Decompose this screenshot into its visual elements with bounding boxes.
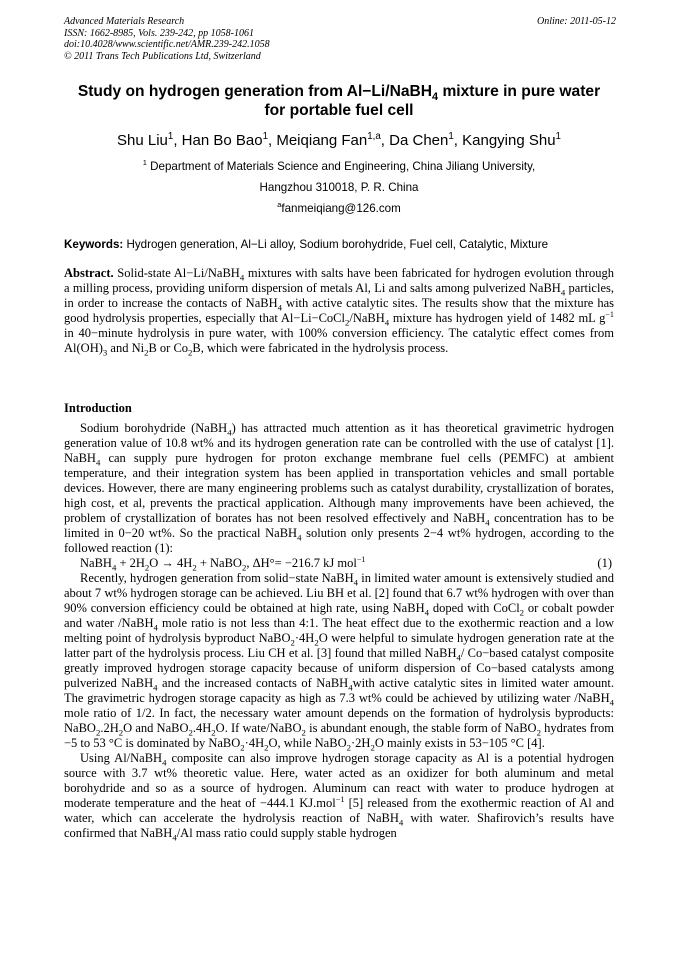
author: Han Bo Bao [181, 132, 263, 149]
author: Kangying Shu [462, 132, 556, 149]
affiliation-line-1: $^1$ Department of Materials Science and Engineering, China Jiliang University, [142, 158, 536, 173]
author-email[interactable]: $^a$fanmeiqiang@126.com [277, 200, 401, 215]
equation-number: (1) [597, 556, 612, 570]
paragraph: Using Al/NaBH$_4$ composite can also improve hydrogen storage capacity as Al is a potential hydrogen source with 3.7 wt% theoretic value. Here, water acted as an oxidizer for both aluminum and metal borohydride and so as a source of hydrogen. Aluminum can react with water to produce hydrogen at moderate temperature and the heat of −444.1 KJ.mol$^{-1}$ [5] released from the exothermic reaction of Al and water, which can accelerate the hydrolysis reaction of NaBH$_4$ with water. Shafirovich’s results have confirmed that NaBH$_4$/Al mass ratio could supply stable hydrogen [64, 751, 615, 843]
issn-line: ISSN: 1662-8985, Vols. 239-242, pp 1058-1061 [64, 27, 254, 39]
keywords: Keywords: Hydrogen generation, Al−Li alloy, Sodium borohydride, Fuel cell, Catalytic, Mixture [64, 238, 549, 251]
journal-header [64, 16, 616, 62]
equation-1: NaBH$_4$ + $2H_2O \to 4H_2$ + NaBO$_2$, ΔH°= −216.7 kJ mol$^{-1}$ (1) [80, 554, 612, 573]
paragraph: Sodium borohydride (NaBH$_4$) has attracted much attention as it has theoretical gravimetric hydrogen generation value of 10.8 wt% and its hydrogen generation rate can be controlled with the use of catalyst [1]. NaBH$_4$ can supply pure hydrogen for proton exchange membrane fuel cells (PEMFC) at ambient temperature, and their integration system has been applied in transportation vehicles and small portable devices. However, there are many engineering problems such as catalyst durability, crystallization of borates, high cost, et al, prevents the practical application. Although many improvements have been achieved, the problem of crystallization of borates has not been resolved effectively and NaBH$_4$ concentration has to be limited in 0−20 wt%. So the practical NaBH$_4$ solution only presents 2−4 wt% hydrogen, according to the followed reaction (1): [64, 421, 614, 555]
author: Da Chen [389, 132, 449, 149]
section-heading-introduction: Introduction [64, 401, 132, 415]
abstract: Abstract. Solid-state Al−Li/NaBH$_4$ mixtures with salts have been fabricated for hydrogen evolution through a milling process, providing uniform dispersion of metals Al, Li and salts among pulverized NaBH$_4$ particles, in order to increase the contacts of NaBH$_4$ with active catalytic sites. The results show that the mixture has good hydrolysis properties, especially that Al−Li−CoCl$_2$/NaBH$_4$ mixture has hydrogen yield of 1482 mL $g^{-1}$ in 40−minute hydrolysis in pure water, with 100% conversion efficiency. The catalytic effect comes from $Al(OH)_3$ and $Ni_2B$ or $Co_2B$, which were fabricated in the hydrolysis process. [64, 266, 614, 358]
author: Meiqiang Fan [276, 132, 368, 149]
affiliation-line-2: Hangzhou 310018, P. R. China [259, 181, 419, 194]
introduction-body [64, 421, 614, 841]
journal-name: Advanced Materials Research [64, 16, 185, 27]
paragraph: Recently, hydrogen generation from solid−state NaBH$_4$ in limited water amount is extensively studied and about 7 wt% hydrogen storage can be achieved. Liu BH et al. [2] found that 6.7 wt% hydrogen with over than 90% conversion efficiency could be obtained at high rate, using NaBH$_4$ doped with CoCl$_2$ or cobalt powder and water /NaBH$_4$ mole ratio is not less than 4:1. The heat effect due to the exothermic reaction and a low melting point of hydrolysis byproduct $NaBO_2\cdot 4H_2O$ were helpful to simulate hydrogen generation rate at the latter part of the hydrolysis process. Liu CH et al. [3] found that milled NaBH$_4$/ Co−based catalyst composite greatly improved hydrogen storage capacity because of uniform dispersion of Co−based catalysts among pulverized NaBH$_4$ and the increased contacts of NaBH$_4$with active catalytic sites in limited water amount. The gravimetric hydrogen storage capacity as high as 7.3 wt% could be achieved by utilizing water /NaBH$_4$ mole ratio of 1/2. In fact, the necessary water amount depends on the formation of hydrolysis byproducts: $NaBO_2.2H_2O$ and $NaBO_2.4H_2O$. If wate/NaBO$_2$ is abundant enough, the stable form of NaBO$_2$ hydrates from −5 to 53 °C is dominated by $NaBO_2\cdot 4H_2O$, while $NaBO_2\cdot 2H_2O$ mainly exists in 53−105 °C [4]. [64, 571, 614, 753]
paper-title: Study on hydrogen generation from Al−Li/NaBH$_4$ mixture in pure water for portable fuel cell [77, 83, 601, 119]
online-date: Online: 2011-05-12 [537, 16, 616, 27]
copyright-line: © 2011 Trans Tech Publications Ltd, Switzerland [64, 50, 261, 62]
doi-line: doi:10.4028/www.scientific.net/AMR.239-242.1058 [64, 39, 270, 50]
author: Shu Liu [117, 132, 168, 149]
author-list: Shu Liu$^1$, Han Bo Bao$^1$, Meiqiang Fan$^{1,a}$, Da Chen$^1$, Kangying Shu$^1$ [117, 131, 561, 149]
